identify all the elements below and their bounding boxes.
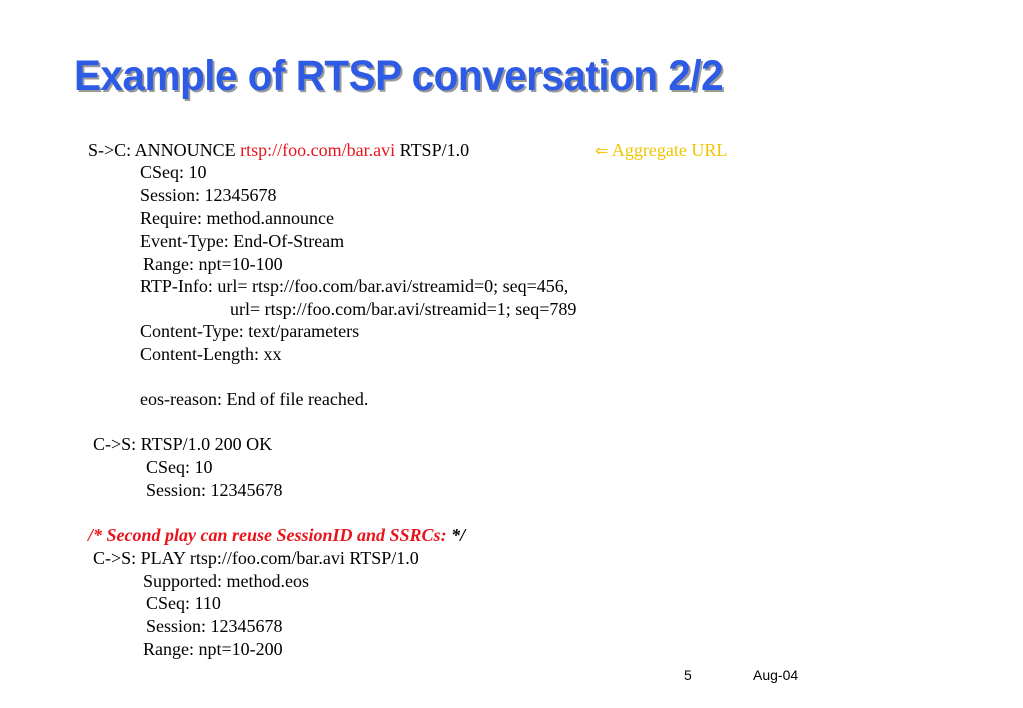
announce-suffix: RTSP/1.0 bbox=[395, 140, 470, 160]
announce-header: Content-Type: text/parameters bbox=[140, 321, 360, 341]
play-header: CSeq: 110 bbox=[146, 593, 221, 613]
play-header: Range: npt=10-200 bbox=[143, 639, 283, 659]
announce-body: eos-reason: End of file reached. bbox=[140, 389, 369, 409]
reply-header: CSeq: 10 bbox=[146, 457, 213, 477]
play-header: Session: 12345678 bbox=[146, 616, 283, 636]
session-reuse-comment bbox=[88, 524, 465, 546]
announce-url: rtsp://foo.com/bar.avi bbox=[240, 140, 396, 160]
play-header: Supported: method.eos bbox=[143, 571, 309, 591]
announce-prefix: S->C: ANNOUNCE bbox=[88, 140, 241, 160]
comment-text: /* Second play can reuse SessionID and SSRCs: bbox=[88, 525, 452, 545]
slide-title: Example of RTSP conversation 2/2 bbox=[74, 52, 724, 100]
comment-end: */ bbox=[451, 525, 466, 545]
aggregate-url-label: Aggregate URL bbox=[608, 140, 728, 160]
announce-header: RTP-Info: url= rtsp://foo.com/bar.avi/streamid=0; seq=456, bbox=[140, 276, 569, 296]
announce-header: Event-Type: End-Of-Stream bbox=[140, 231, 345, 251]
announce-header: Session: 12345678 bbox=[140, 185, 277, 205]
reply-status: C->S: RTSP/1.0 200 OK bbox=[93, 434, 273, 454]
announce-header: Range: npt=10-100 bbox=[143, 254, 283, 274]
play-request-line: C->S: PLAY rtsp://foo.com/bar.avi RTSP/1.0 bbox=[93, 548, 419, 568]
aggregate-url-annotation bbox=[595, 139, 727, 162]
footer-date: Aug-04 bbox=[753, 667, 799, 683]
announce-header: Require: method.announce bbox=[140, 208, 334, 228]
page-number: 5 bbox=[684, 667, 692, 683]
announce-header: url= rtsp://foo.com/bar.avi/streamid=1; seq=789 bbox=[230, 299, 577, 319]
announce-header: CSeq: 10 bbox=[140, 162, 207, 182]
announce-header: Content-Length: xx bbox=[140, 344, 282, 364]
left-arrow-icon: ⇐ bbox=[595, 141, 609, 160]
announce-request-line bbox=[88, 139, 469, 161]
reply-header: Session: 12345678 bbox=[146, 480, 283, 500]
